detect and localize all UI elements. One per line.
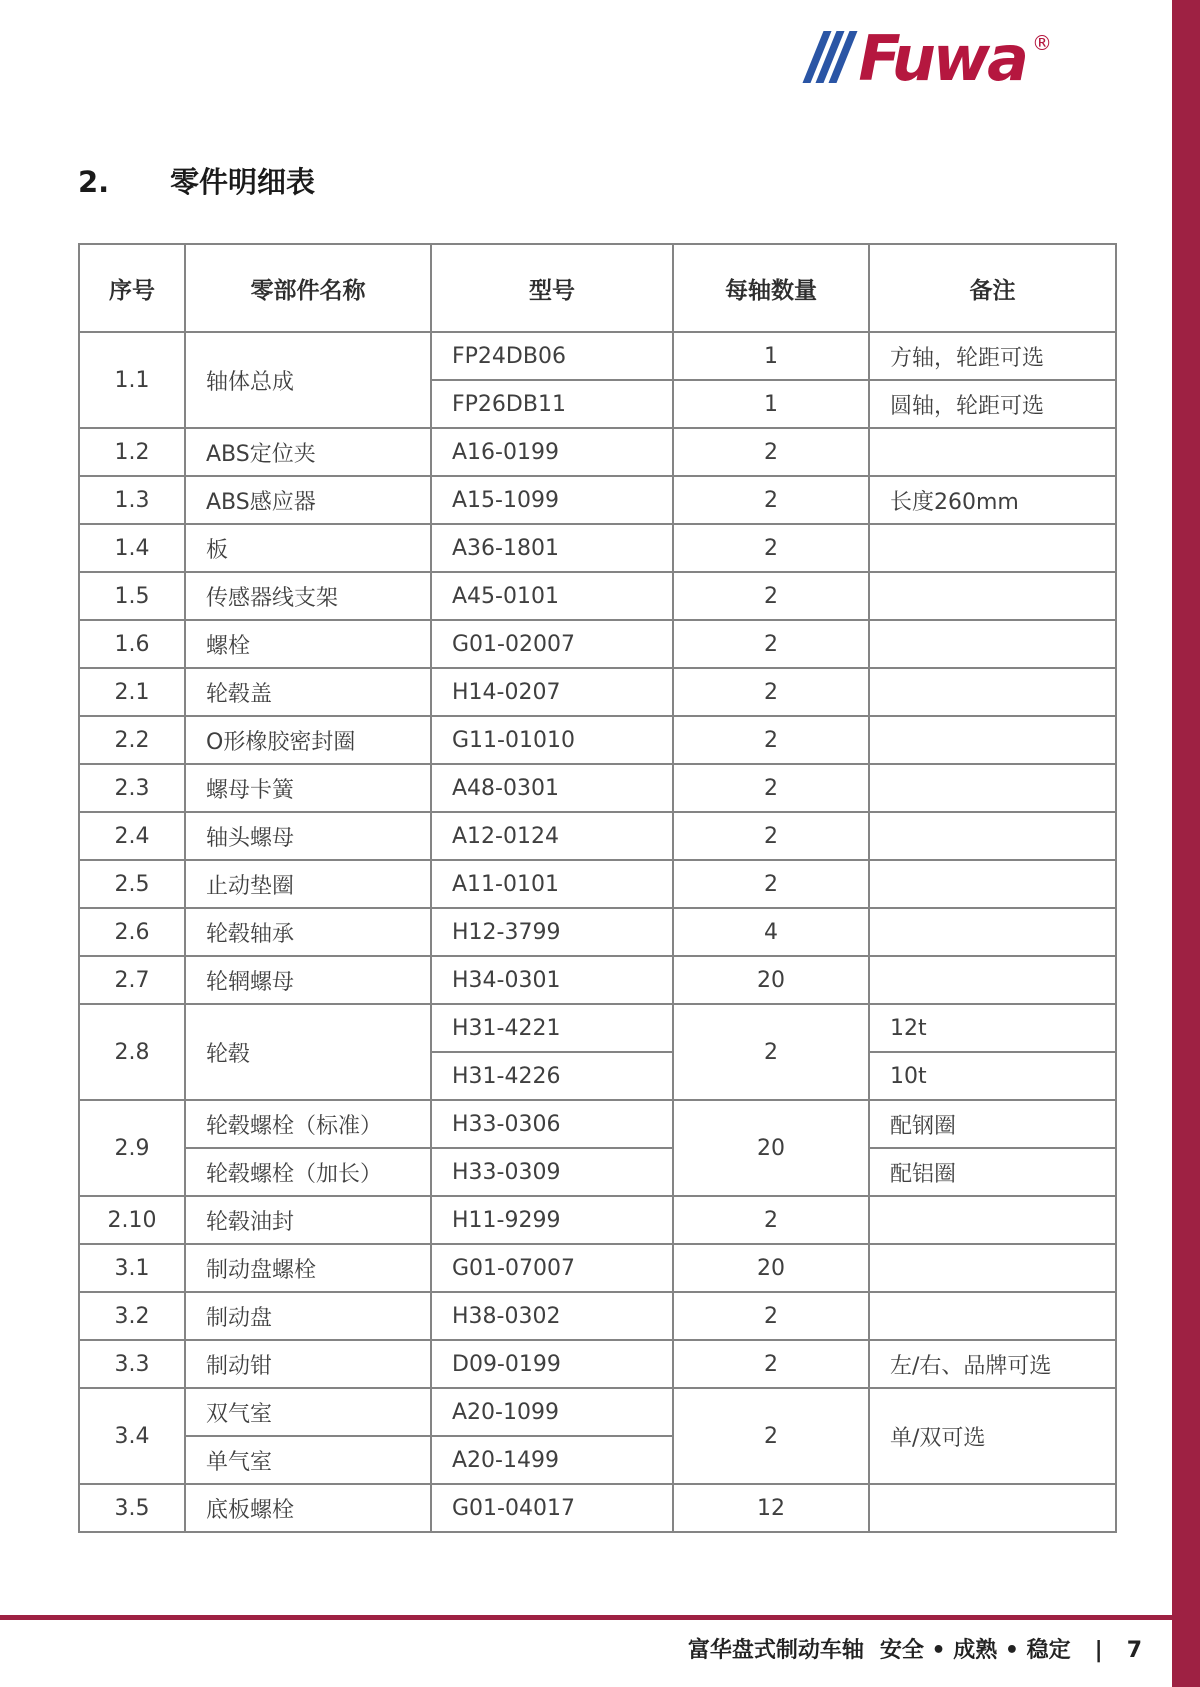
cell-model: A11-0101 (431, 860, 673, 908)
cell-qty: 12 (673, 1484, 869, 1532)
cell-name: 制动钳 (185, 1340, 431, 1388)
cell-model: A20-1499 (431, 1436, 673, 1484)
cell-note: 12t (869, 1004, 1116, 1052)
cell-name: ABS定位夹 (185, 428, 431, 476)
cell-qty: 2 (673, 668, 869, 716)
cell-qty: 2 (673, 620, 869, 668)
cell-model: A16-0199 (431, 428, 673, 476)
cell-qty: 2 (673, 1292, 869, 1340)
cell-no: 2.1 (79, 668, 185, 716)
cell-no: 1.4 (79, 524, 185, 572)
table-row (79, 1340, 1116, 1388)
cell-note (869, 1244, 1116, 1292)
cell-name: O形橡胶密封圈 (185, 716, 431, 764)
cell-qty: 2 (673, 476, 869, 524)
cell-name: 螺母卡簧 (185, 764, 431, 812)
footer-divider-line (0, 1615, 1172, 1620)
cell-note (869, 956, 1116, 1004)
table-row (79, 812, 1116, 860)
column-header-no: 序号 (79, 244, 185, 332)
cell-model: A20-1099 (431, 1388, 673, 1436)
cell-no: 1.6 (79, 620, 185, 668)
cell-qty: 2 (673, 1388, 869, 1484)
cell-model: H14-0207 (431, 668, 673, 716)
column-header-model: 型号 (431, 244, 673, 332)
cell-qty: 2 (673, 572, 869, 620)
cell-model: A45-0101 (431, 572, 673, 620)
cell-no: 3.3 (79, 1340, 185, 1388)
cell-model: A48-0301 (431, 764, 673, 812)
cell-model: G01-04017 (431, 1484, 673, 1532)
cell-model: A36-1801 (431, 524, 673, 572)
section-title-text: 零件明细表 (170, 165, 316, 199)
cell-model: H11-9299 (431, 1196, 673, 1244)
cell-name: 轮毂螺栓（标准） (185, 1100, 431, 1148)
cell-qty: 2 (673, 1004, 869, 1100)
cell-note (869, 1484, 1116, 1532)
cell-note (869, 860, 1116, 908)
cell-no: 3.4 (79, 1388, 185, 1484)
cell-name: 轮毂 (185, 1004, 431, 1100)
footer-page-number: 7 (1126, 1638, 1142, 1663)
cell-name: 制动盘 (185, 1292, 431, 1340)
table-row (79, 908, 1116, 956)
logo-stripes-icon (813, 31, 852, 83)
cell-no: 2.7 (79, 956, 185, 1004)
cell-qty: 1 (673, 332, 869, 380)
cell-no: 2.2 (79, 716, 185, 764)
cell-note (869, 1196, 1116, 1244)
cell-no: 3.5 (79, 1484, 185, 1532)
table-row (79, 1484, 1116, 1532)
cell-qty: 20 (673, 1244, 869, 1292)
table-header-row (79, 244, 1116, 332)
cell-note: 配钢圈 (869, 1100, 1116, 1148)
cell-note: 长度260mm (869, 476, 1116, 524)
cell-note: 方轴，轮距可选 (869, 332, 1116, 380)
cell-model: D09-0199 (431, 1340, 673, 1388)
footer-separator: | (1094, 1638, 1103, 1663)
cell-no: 1.1 (79, 332, 185, 428)
cell-model: H33-0309 (431, 1148, 673, 1196)
cell-name: 制动盘螺栓 (185, 1244, 431, 1292)
table-row (79, 1004, 1116, 1052)
table-row (79, 1148, 1116, 1196)
cell-note: 圆轴，轮距可选 (869, 380, 1116, 428)
cell-qty: 2 (673, 860, 869, 908)
cell-name: 底板螺栓 (185, 1484, 431, 1532)
cell-model: H31-4221 (431, 1004, 673, 1052)
cell-qty: 20 (673, 956, 869, 1004)
cell-note (869, 524, 1116, 572)
table-row (79, 668, 1116, 716)
section-heading (78, 160, 315, 201)
cell-note (869, 764, 1116, 812)
column-header-qty: 每轴数量 (673, 244, 869, 332)
cell-no: 2.10 (79, 1196, 185, 1244)
cell-qty: 2 (673, 716, 869, 764)
cell-name: 轮毂油封 (185, 1196, 431, 1244)
table-row (79, 524, 1116, 572)
cell-model: A15-1099 (431, 476, 673, 524)
cell-no: 1.3 (79, 476, 185, 524)
cell-model: H38-0302 (431, 1292, 673, 1340)
cell-name: 板 (185, 524, 431, 572)
cell-name: 轮毂轴承 (185, 908, 431, 956)
table-row (79, 1388, 1116, 1436)
cell-model: H33-0306 (431, 1100, 673, 1148)
registered-trademark-icon: ® (1032, 30, 1052, 55)
cell-qty: 2 (673, 524, 869, 572)
cell-qty: 20 (673, 1100, 869, 1196)
cell-no: 1.2 (79, 428, 185, 476)
cell-model: H31-4226 (431, 1052, 673, 1100)
table-row (79, 332, 1116, 380)
page-edge-accent-bar (1172, 0, 1200, 1687)
footer (688, 1633, 1142, 1664)
table-row (79, 428, 1116, 476)
cell-qty: 2 (673, 1196, 869, 1244)
cell-note: 配铝圈 (869, 1148, 1116, 1196)
footer-slogan: 安全 • 成熟 • 稳定 (879, 1638, 1071, 1663)
cell-model: H34-0301 (431, 956, 673, 1004)
cell-name: 止动垫圈 (185, 860, 431, 908)
cell-no: 3.2 (79, 1292, 185, 1340)
cell-model: G01-02007 (431, 620, 673, 668)
cell-no: 2.4 (79, 812, 185, 860)
cell-note (869, 908, 1116, 956)
cell-name: 轮辋螺母 (185, 956, 431, 1004)
cell-name: 传感器线支架 (185, 572, 431, 620)
cell-name: 螺栓 (185, 620, 431, 668)
table-row (79, 956, 1116, 1004)
cell-name: 轮毂盖 (185, 668, 431, 716)
cell-note (869, 716, 1116, 764)
cell-note (869, 428, 1116, 476)
column-header-name: 零部件名称 (185, 244, 431, 332)
table-row (79, 1244, 1116, 1292)
table-row (79, 716, 1116, 764)
section-number: 2. (78, 165, 110, 199)
cell-no: 1.5 (79, 572, 185, 620)
cell-note (869, 668, 1116, 716)
cell-qty: 2 (673, 764, 869, 812)
fuwa-logo (813, 22, 1052, 95)
cell-model: H12-3799 (431, 908, 673, 956)
cell-no: 2.9 (79, 1100, 185, 1196)
cell-name: 双气室 (185, 1388, 431, 1436)
cell-name: 轮毂螺栓（加长） (185, 1148, 431, 1196)
table-row (79, 476, 1116, 524)
logo-wordmark: Fuwa (858, 22, 1026, 95)
cell-model: FP24DB06 (431, 332, 673, 380)
cell-model: FP26DB11 (431, 380, 673, 428)
cell-qty: 2 (673, 812, 869, 860)
column-header-note: 备注 (869, 244, 1116, 332)
cell-model: G01-07007 (431, 1244, 673, 1292)
cell-note: 左/右、品牌可选 (869, 1340, 1116, 1388)
table-row (79, 620, 1116, 668)
cell-name: ABS感应器 (185, 476, 431, 524)
cell-name: 单气室 (185, 1436, 431, 1484)
cell-note: 单/双可选 (869, 1388, 1116, 1484)
cell-name: 轴头螺母 (185, 812, 431, 860)
table-row (79, 764, 1116, 812)
table-row (79, 860, 1116, 908)
cell-qty: 1 (673, 380, 869, 428)
table-row (79, 572, 1116, 620)
cell-note (869, 620, 1116, 668)
cell-no: 2.8 (79, 1004, 185, 1100)
footer-product-line: 富华盘式制动车轴 (687, 1638, 864, 1663)
cell-note (869, 812, 1116, 860)
cell-no: 2.3 (79, 764, 185, 812)
cell-no: 2.6 (79, 908, 185, 956)
parts-list-table (78, 243, 1117, 1533)
cell-model: G11-01010 (431, 716, 673, 764)
cell-no: 3.1 (79, 1244, 185, 1292)
table-row (79, 1292, 1116, 1340)
cell-note (869, 1292, 1116, 1340)
cell-note (869, 572, 1116, 620)
cell-model: A12-0124 (431, 812, 673, 860)
table-row (79, 1196, 1116, 1244)
cell-no: 2.5 (79, 860, 185, 908)
cell-qty: 4 (673, 908, 869, 956)
table-row (79, 1100, 1116, 1148)
cell-name: 轴体总成 (185, 332, 431, 428)
cell-note: 10t (869, 1052, 1116, 1100)
cell-qty: 2 (673, 428, 869, 476)
cell-qty: 2 (673, 1340, 869, 1388)
